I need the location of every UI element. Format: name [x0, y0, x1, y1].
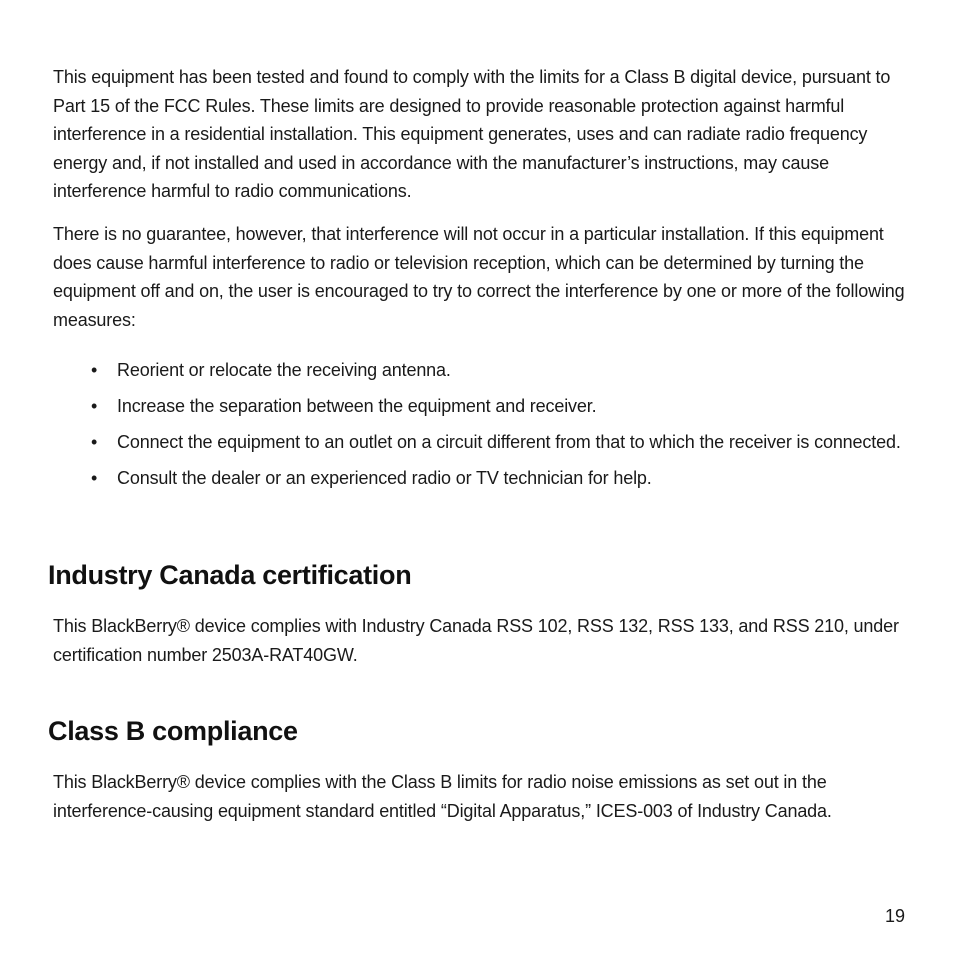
list-item: [53, 428, 915, 457]
list-item: [53, 392, 915, 421]
industry-canada-heading: Industry Canada certification: [48, 560, 412, 590]
list-item-text: Consult the dealer or an experienced radio or TV technician for help.: [117, 468, 652, 488]
bullet-icon: •: [91, 360, 98, 380]
interference-guarantee-paragraph: There is no guarantee, however, that interference will not occur in a particular installation. If this equipment does cause harmful interference to radio or television reception, which can be determined by turning the equipment off and on, the user is encouraged to try to correct the interference by one or more of the following measures:: [53, 224, 905, 330]
page-number: 19: [884, 906, 905, 926]
class-b-heading: Class B compliance: [48, 716, 298, 746]
list-item-text: Reorient or relocate the receiving antenna.: [117, 360, 451, 380]
list-item: [53, 356, 915, 385]
list-item: [53, 464, 915, 493]
list-item-text: Connect the equipment to an outlet on a circuit different from that to which the receiver is connected.: [117, 432, 901, 452]
industry-canada-paragraph: This BlackBerry® device complies with Industry Canada RSS 102, RSS 132, RSS 133, and RSS 210, under certification number 2503A-RAT40GW.: [53, 616, 899, 665]
list-item-text: Increase the separation between the equipment and receiver.: [117, 396, 597, 416]
bullet-icon: •: [91, 468, 98, 488]
interference-measures-list: [53, 356, 915, 500]
fcc-compliance-paragraph: This equipment has been tested and found to comply with the limits for a Class B digital device, pursuant to Part 15 of the FCC Rules. These limits are designed to provide reasonable protection against harmful interference in a residential installation. This equipment generates, uses and can radiate radio frequency energy and, if not installed and used in accordance with the manufacturer’s instructions, may cause interference harmful to radio communications.: [53, 67, 891, 201]
bullet-icon: •: [91, 396, 98, 416]
class-b-paragraph: This BlackBerry® device complies with the Class B limits for radio noise emissions as set out in the interference-causing equipment standard entitled “Digital Apparatus,” ICES-003 of Industry Canada.: [53, 772, 832, 821]
bullet-icon: •: [91, 432, 98, 452]
